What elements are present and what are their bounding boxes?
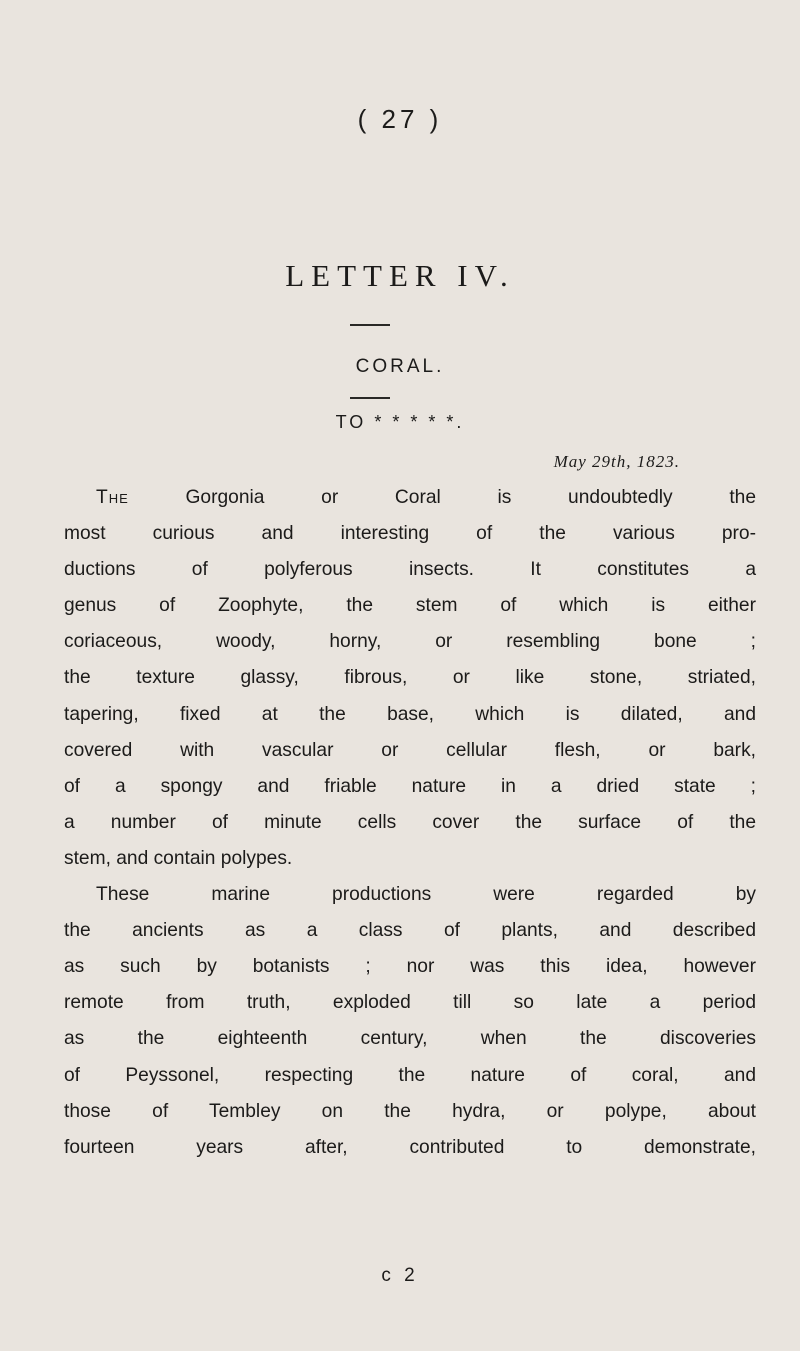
paragraph-1-line: stem, and contain polypes. bbox=[64, 847, 293, 869]
paragraph-1-line: of a spongy and friable nature in a dried state ; bbox=[64, 775, 756, 797]
paragraph-1-line: a number of minute cells cover the surface of the bbox=[64, 811, 756, 833]
paragraph-2-line: the ancients as a class of plants, and described bbox=[64, 920, 756, 942]
paragraph-2-line: of Peyssonel, respecting the nature of coral, and bbox=[64, 1064, 756, 1086]
paragraph-2-line: remote from truth, exploded till so late a period bbox=[64, 992, 756, 1014]
letter-recipient: TO * * * * *. bbox=[335, 412, 465, 432]
printer-signature-mark: c 2 bbox=[381, 1265, 419, 1286]
paragraph-1-line: the texture glassy, fibrous, or like stone, striated, bbox=[64, 667, 756, 689]
paragraph-1-line: genus of Zoophyte, the stem of which is either bbox=[64, 595, 756, 617]
paragraph-2-line: those of Tembley on the hydra, or polype, about bbox=[64, 1100, 756, 1122]
paragraph-1-line: covered with vascular or cellular flesh, or bark, bbox=[64, 739, 756, 761]
paragraph-2-line: as such by botanists ; nor was this idea, however bbox=[64, 956, 756, 978]
paragraph-1-line: tapering, fixed at the base, which is dilated, and bbox=[64, 703, 756, 725]
heading-rule bbox=[350, 324, 390, 326]
letter-body bbox=[64, 480, 756, 1166]
letter-heading: LETTER IV. bbox=[285, 258, 515, 293]
paragraph-2-line: These marine productions were regarded by bbox=[96, 884, 756, 906]
paragraph-1-line: ductions of polyferous insects. It constitutes a bbox=[64, 559, 756, 581]
paragraph-2-line: as the eighteenth century, when the discoveries bbox=[64, 1028, 756, 1050]
letter-date: May 29th, 1823. bbox=[553, 452, 680, 471]
page-number: ( 27 ) bbox=[357, 104, 443, 134]
paragraph-1-line: coriaceous, woody, horny, or resembling bone ; bbox=[64, 631, 756, 653]
paragraph-1-line: most curious and interesting of the various pro- bbox=[64, 523, 756, 545]
first-line-rest: Gorgonia or Coral is undoubtedly the bbox=[128, 487, 756, 508]
paragraph-1-line-1 bbox=[64, 480, 756, 516]
paragraph-2-line: fourteen years after, contributed to demonstrate, bbox=[64, 1136, 756, 1158]
subject-rule bbox=[350, 397, 390, 399]
first-word: The bbox=[96, 487, 129, 508]
letter-subject: CORAL. bbox=[355, 356, 445, 377]
